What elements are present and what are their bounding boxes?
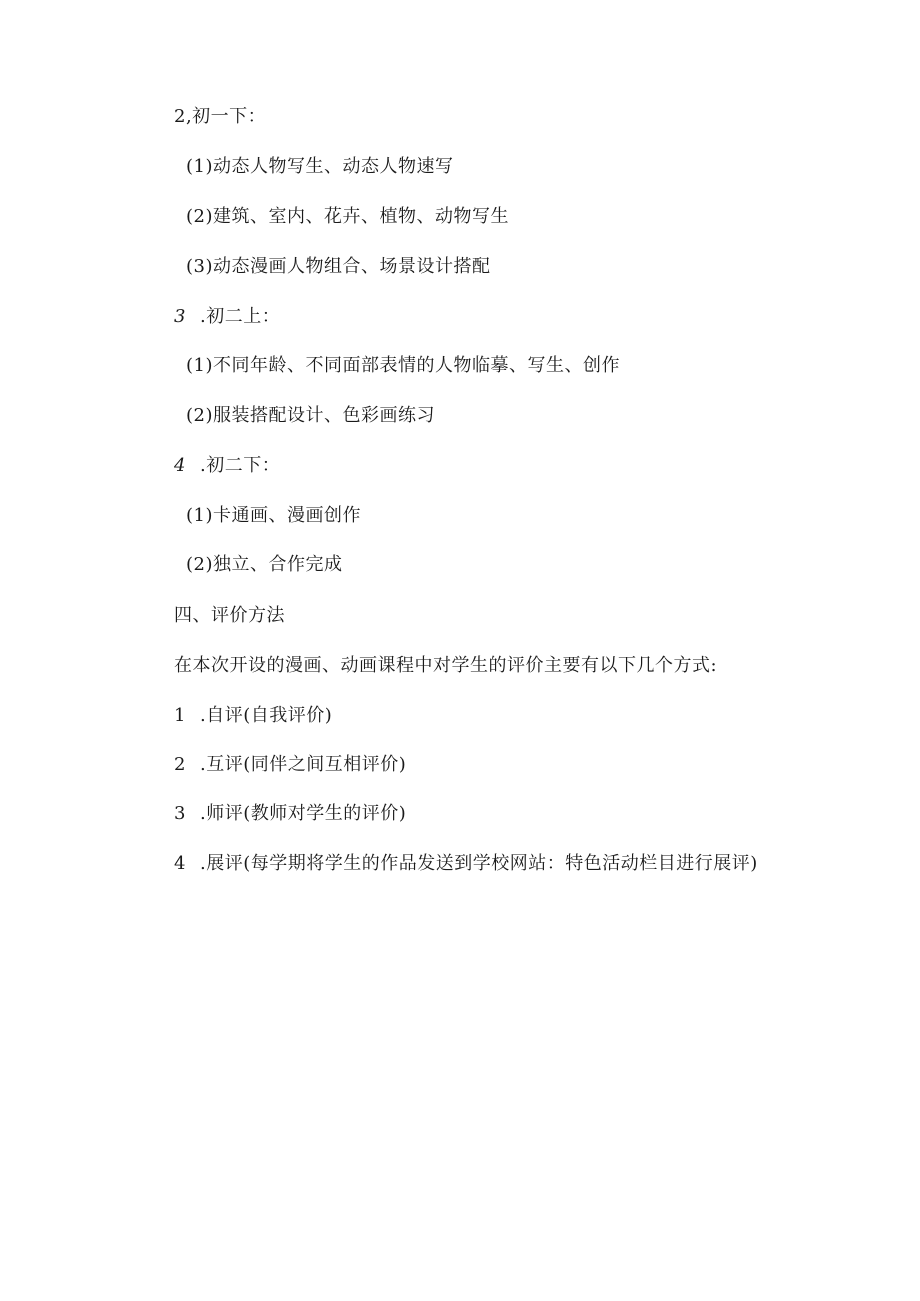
method-number: 2: [174, 754, 186, 775]
evaluation-method: [174, 753, 406, 777]
section-heading-3: [174, 305, 280, 329]
method-text: .师评(教师对学生的评价): [200, 803, 407, 824]
section-number: 3: [174, 306, 186, 327]
list-item: (2)建筑、室内、花卉、植物、动物写生: [186, 206, 509, 227]
list-item: (2)独立、合作完成: [186, 554, 343, 575]
evaluation-method: [174, 852, 758, 876]
method-text: .展评(每学期将学生的作品发送到学校网站：特色活动栏目进行展评): [200, 853, 758, 874]
evaluation-intro: 在本次开设的漫画、动画课程中对学生的评价主要有以下几个方式:: [174, 655, 718, 676]
evaluation-method: [174, 704, 332, 728]
method-number: 1: [174, 705, 186, 726]
list-item: (1)不同年龄、不同面部表情的人物临摹、写生、创作: [186, 355, 620, 376]
section-number: 4: [174, 455, 186, 476]
method-number: 3: [174, 803, 186, 824]
list-item: (2)服装搭配设计、色彩画练习: [186, 405, 435, 426]
list-item: (1)卡通画、漫画创作: [186, 505, 361, 526]
section-heading-4: [174, 454, 280, 478]
evaluation-title: 四、评价方法: [174, 605, 285, 626]
section-heading-2: 2,初一下：: [174, 106, 267, 127]
section-heading-text: .初二下：: [200, 455, 281, 476]
list-item: (1)动态人物写生、动态人物速写: [186, 156, 454, 177]
evaluation-method: [174, 802, 406, 826]
section-heading-text: .初二上：: [200, 306, 281, 327]
method-text: .互评(同伴之间互相评价): [200, 754, 407, 775]
method-text: .自评(自我评价): [200, 705, 333, 726]
list-item: (3)动态漫画人物组合、场景设计搭配: [186, 256, 491, 277]
method-number: 4: [174, 853, 186, 874]
